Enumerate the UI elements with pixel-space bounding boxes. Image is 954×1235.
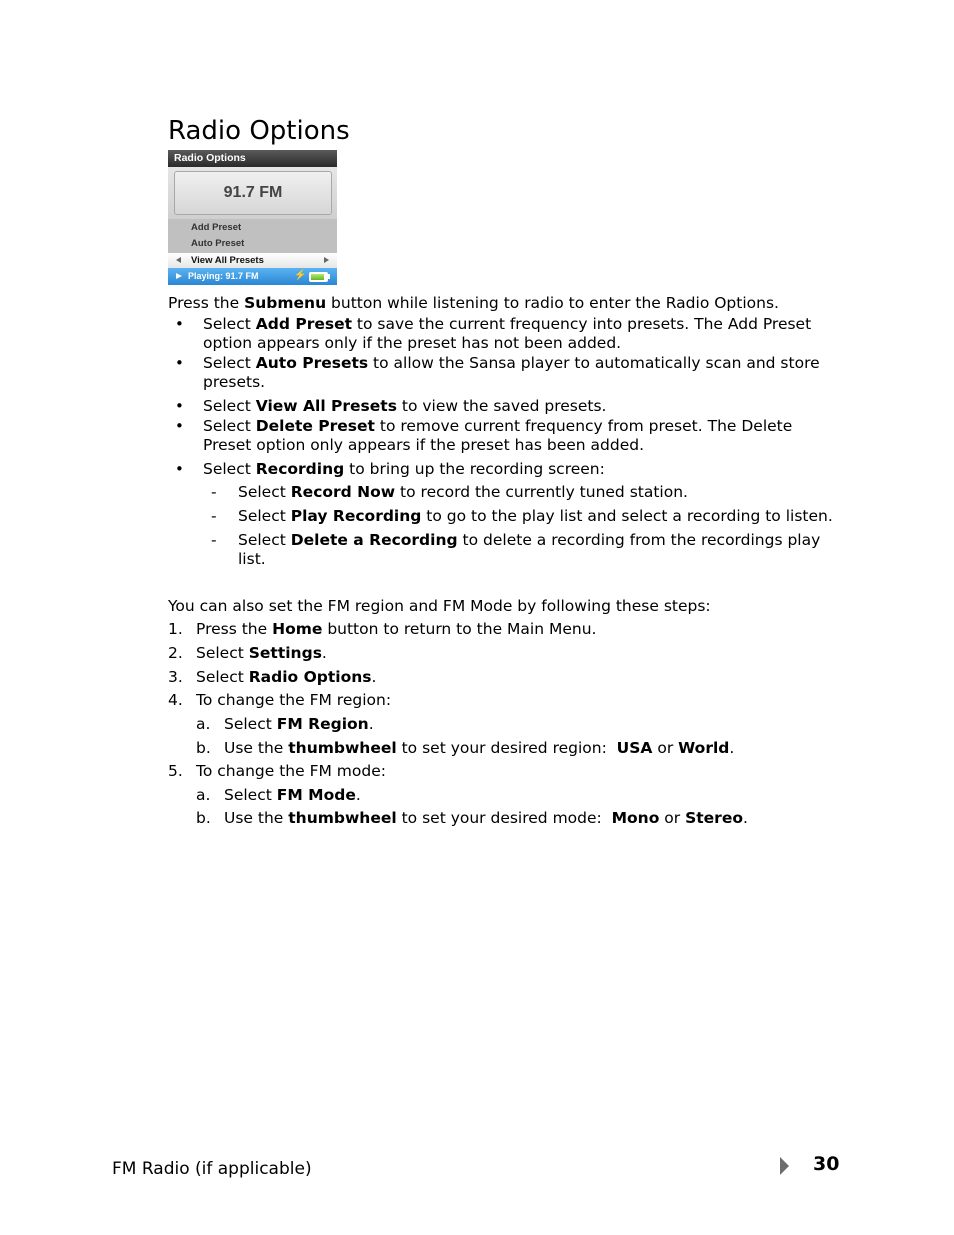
substep-letter: a. [196,786,211,804]
step-4: To change the FM region: [196,691,392,709]
step-number: 4. [168,691,183,709]
footer-section-title: FM Radio (if applicable) [112,1159,312,1179]
bullet-delete-preset-cont: Preset option only appears if the preset has been added. [203,436,645,454]
battery-icon [309,272,328,282]
substep-letter: a. [196,715,211,733]
step-5a: Select FM Mode. [224,786,361,804]
device-status-text: Playing: 91.7 FM [188,271,259,281]
device-menu-item: Auto Preset [191,238,245,249]
steps-intro: You can also set the FM region and FM Mode by following these steps: [168,597,711,615]
step-3: Select Radio Options. [196,668,377,686]
charging-icon: ⚡ [294,270,307,281]
device-frequency: 91.7 FM [223,184,283,201]
device-title-bar [168,150,337,167]
page-arrow-icon [780,1157,789,1175]
bullet-icon: • [175,397,184,415]
step-4a: Select FM Region. [224,715,374,733]
step-number: 3. [168,668,183,686]
sub-record-now: Select Record Now to record the currently tuned station. [238,483,688,501]
step-5b: Use the thumbwheel to set your desired mode: Mono or Stereo. [224,809,748,827]
bullet-delete-preset: Select Delete Preset to remove current frequency from preset. The Delete [203,417,793,435]
intro-paragraph: Press the Submenu button while listening to radio to enter the Radio Options. [168,294,779,312]
dash-icon: - [211,507,217,525]
bullet-add-preset: Select Add Preset to save the current frequency into presets. The Add Preset [203,315,812,333]
play-icon [176,273,182,279]
substep-letter: b. [196,739,211,757]
step-4b: Use the thumbwheel to set your desired region: USA or World. [224,739,735,757]
device-menu-item: View All Presets [191,255,264,266]
step-1: Press the Home button to return to the Main Menu. [196,620,597,638]
right-arrow-icon [324,257,329,263]
device-menu [168,219,337,253]
bullet-icon: • [175,417,184,435]
bullet-icon: • [175,354,184,372]
page-number: 30 [813,1153,840,1175]
sub-play-recording: Select Play Recording to go to the play list and select a recording to listen. [238,507,833,525]
step-5: To change the FM mode: [196,762,386,780]
step-number: 2. [168,644,183,662]
bullet-add-preset-cont: option appears only if the preset has not been added. [203,334,622,352]
bullet-view-all: Select View All Presets to view the saved presets. [203,397,607,415]
device-status-bar [168,268,337,285]
sub-delete-recording: Select Delete a Recording to delete a recording from the recordings play [238,531,821,549]
page-title: Radio Options [168,116,350,146]
step-number: 5. [168,762,183,780]
step-2: Select Settings. [196,644,327,662]
step-number: 1. [168,620,183,638]
sub-delete-recording-cont: list. [238,550,266,568]
device-title: Radio Options [174,152,246,164]
bullet-icon: • [175,315,184,333]
left-arrow-icon [176,257,181,263]
dash-icon: - [211,483,217,501]
device-screenshot [168,150,337,285]
device-frequency-panel [168,167,337,219]
substep-letter: b. [196,809,211,827]
bullet-icon: • [175,460,184,478]
dash-icon: - [211,531,217,549]
device-menu-item-selected [168,253,337,268]
bullet-recording: Select Recording to bring up the recording screen: [203,460,605,478]
device-menu-item: Add Preset [191,222,242,233]
bullet-auto-presets: Select Auto Presets to allow the Sansa player to automatically scan and store [203,354,820,372]
bullet-auto-presets-cont: presets. [203,373,266,391]
